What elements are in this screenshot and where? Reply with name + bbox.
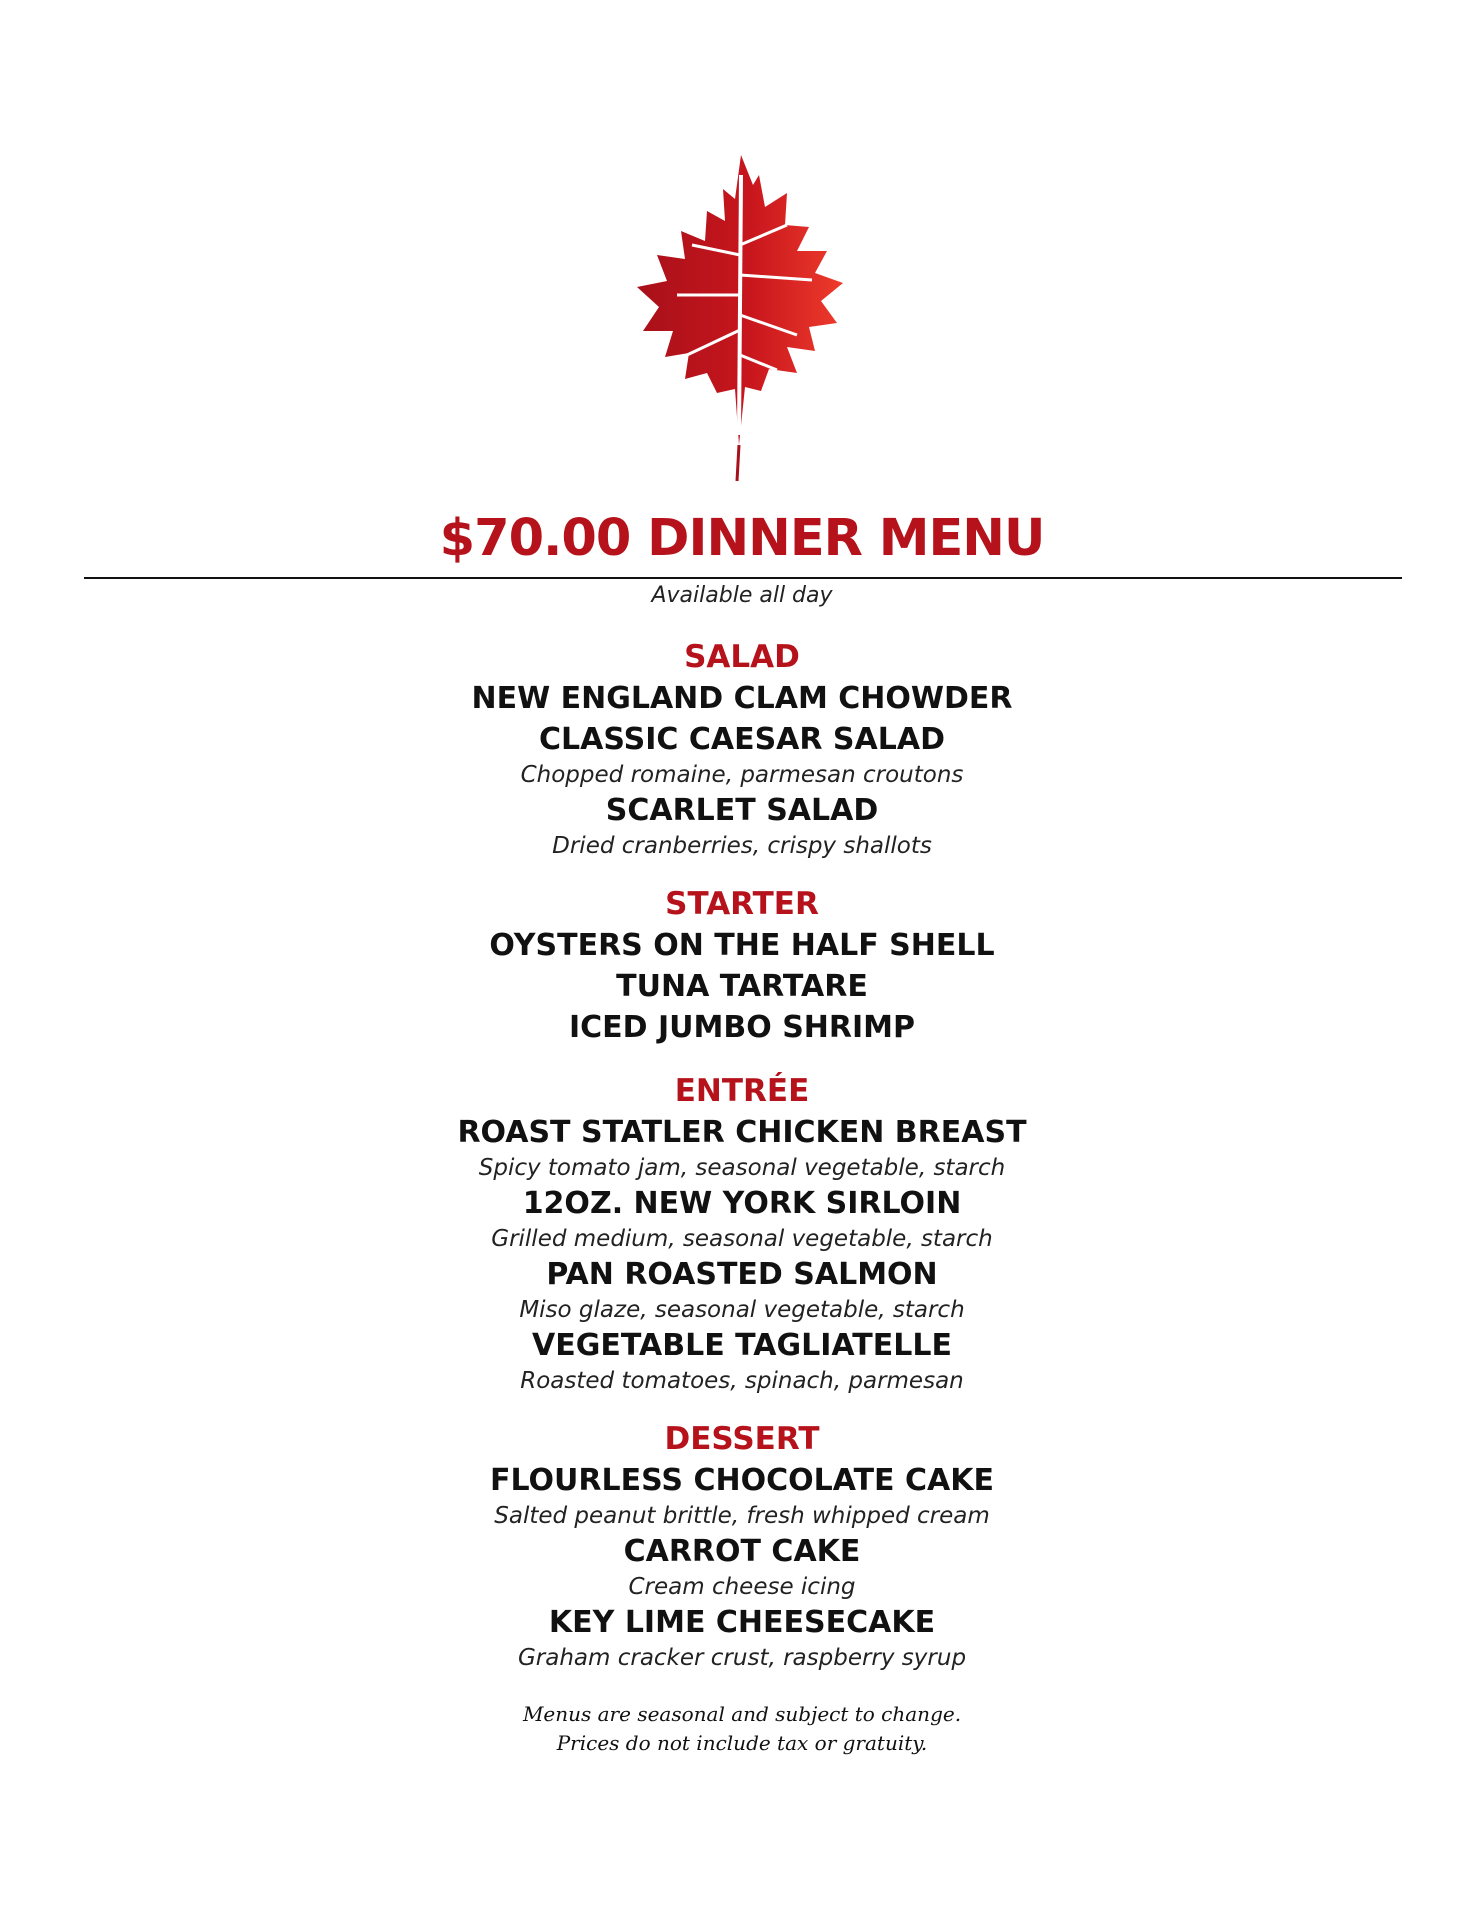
menu-item-description: Roasted tomatoes, spinach, parmesan bbox=[520, 1368, 964, 1394]
menu-item-name: TUNA TARTARE bbox=[616, 969, 868, 1004]
footer-line: Menus are seasonal and subject to change. bbox=[522, 1702, 962, 1726]
menu-item-name: SCARLET SALAD bbox=[605, 793, 879, 828]
menu-item-description: Chopped romaine, parmesan croutons bbox=[520, 762, 964, 788]
section-dessert bbox=[0, 1418, 1484, 1673]
menu-body bbox=[0, 636, 1484, 1695]
menu-item-name: KEY LIME CHEESECAKE bbox=[548, 1605, 936, 1640]
section-title: ENTRÉE bbox=[674, 1073, 810, 1109]
divider bbox=[84, 577, 1402, 579]
menu-subtitle: Available all day bbox=[651, 583, 833, 608]
menu-item-description: Dried cranberries, crispy shallots bbox=[552, 833, 932, 859]
menu-item-name: PAN ROASTED SALMON bbox=[546, 1257, 938, 1292]
menu-item-name: OYSTERS ON THE HALF SHELL bbox=[489, 928, 995, 963]
menu-item-name: ROAST STATLER CHICKEN BREAST bbox=[457, 1115, 1027, 1150]
menu-item-name: 12OZ. NEW YORK SIRLOIN bbox=[522, 1186, 962, 1221]
menu-item-name: CARROT CAKE bbox=[623, 1534, 861, 1569]
menu-item-description: Cream cheese icing bbox=[628, 1574, 856, 1600]
section-title: SALAD bbox=[684, 639, 800, 675]
section-entree bbox=[0, 1070, 1484, 1396]
section-starter bbox=[0, 883, 1484, 1048]
section-salad bbox=[0, 636, 1484, 861]
menu-item-description: Spicy tomato jam, seasonal vegetable, starch bbox=[478, 1155, 1006, 1181]
menu-item-description: Salted peanut brittle, fresh whipped cream bbox=[494, 1503, 990, 1529]
menu-item-description: Miso glaze, seasonal vegetable, starch bbox=[519, 1297, 965, 1323]
menu-item-description: Grilled medium, seasonal vegetable, starch bbox=[491, 1226, 993, 1252]
footer-note bbox=[0, 1700, 1484, 1758]
menu-item-description: Graham cracker crust, raspberry syrup bbox=[517, 1645, 967, 1671]
footer-line: Prices do not include tax or gratuity. bbox=[556, 1731, 928, 1755]
menu-title: $70.00 DINNER MENU bbox=[439, 509, 1045, 568]
oak-leaf-icon bbox=[637, 155, 845, 483]
menu-item-name: VEGETABLE TAGLIATELLE bbox=[532, 1328, 952, 1363]
menu-item-name: ICED JUMBO SHRIMP bbox=[568, 1010, 916, 1045]
menu-item-name: FLOURLESS CHOCOLATE CAKE bbox=[490, 1463, 994, 1498]
menu-item-name: NEW ENGLAND CLAM CHOWDER bbox=[471, 681, 1013, 716]
menu-item-name: CLASSIC CAESAR SALAD bbox=[539, 722, 945, 757]
section-title: DESSERT bbox=[664, 1421, 820, 1457]
section-title: STARTER bbox=[665, 886, 819, 922]
